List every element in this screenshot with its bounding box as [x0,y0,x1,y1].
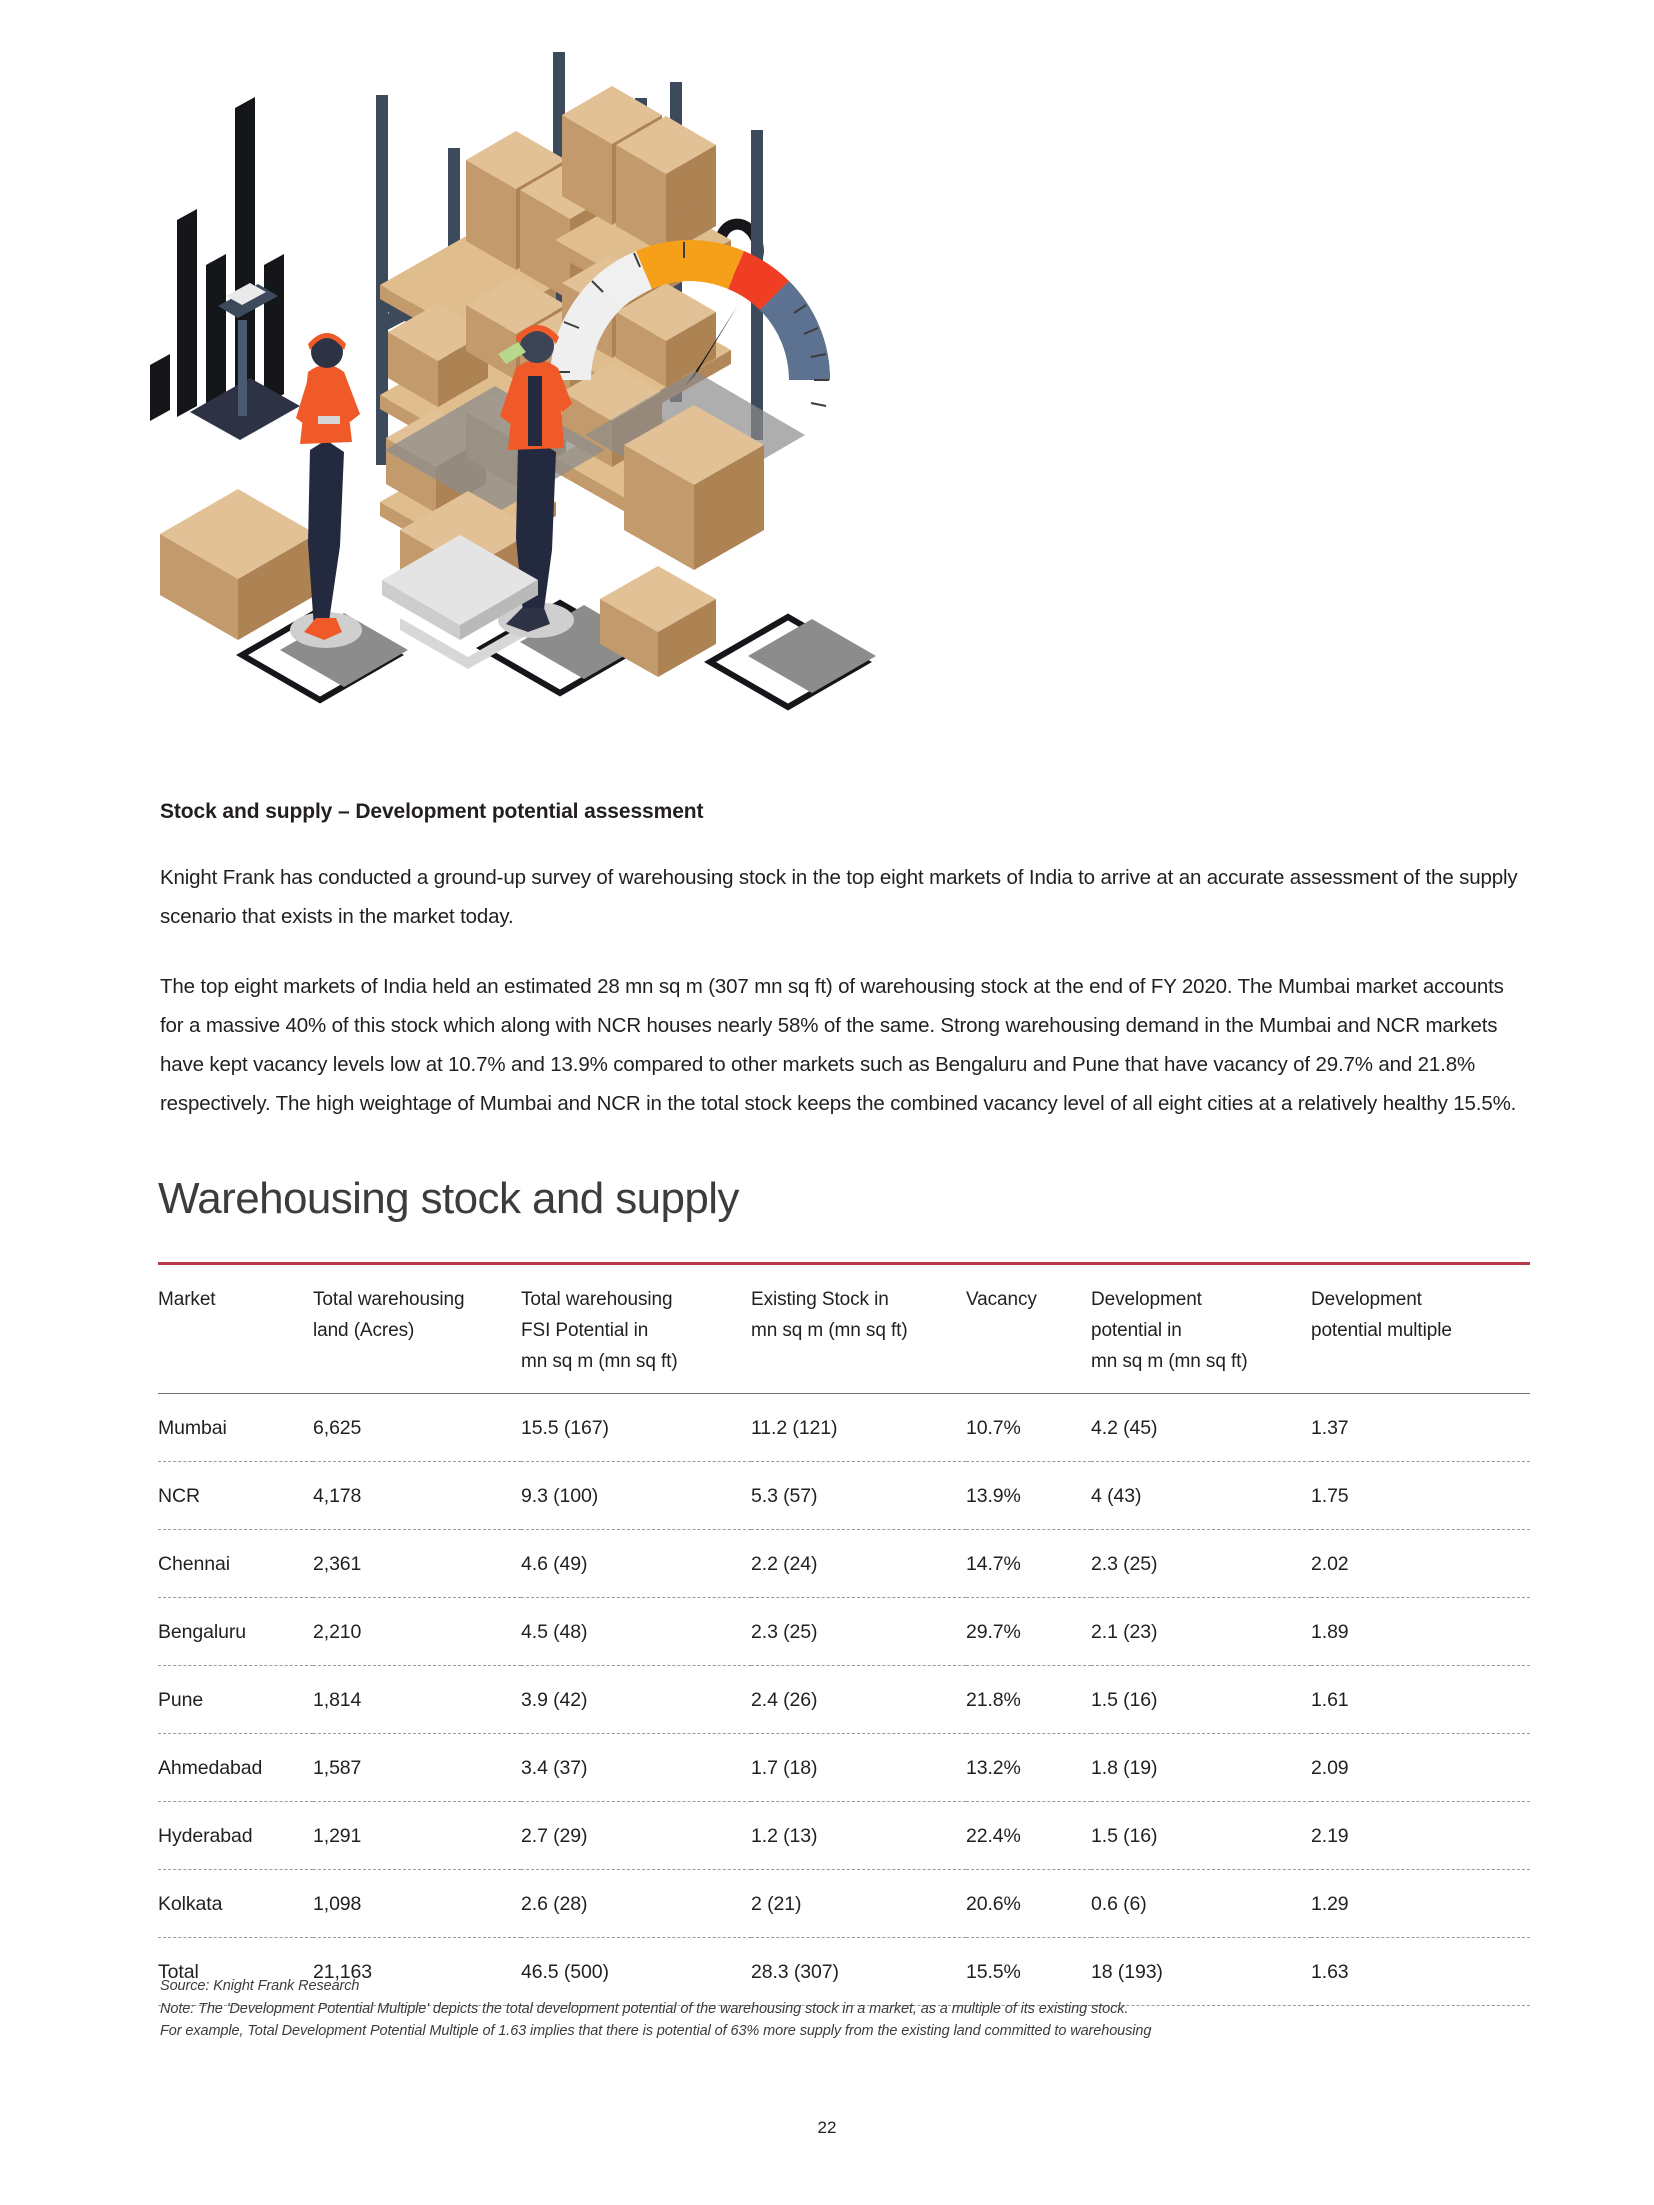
cell-fsi: 46.5 (500) [521,1938,751,2006]
table-row [158,1462,1530,1530]
cell-market: Hyderabad [158,1802,313,1870]
cell-dev-multiple: 2.09 [1311,1734,1530,1802]
warehousing-table-container [158,1262,1530,2006]
cell-vacancy: 21.8% [966,1666,1091,1734]
table-row [158,1870,1530,1938]
cell-existing-stock: 2.3 (25) [751,1598,966,1666]
note-line-1: Note: The 'Development Potential Multiple' depicts the total development potential of the warehousing stock in a market, as a multiple of its existing stock. [160,2000,1129,2017]
cell-fsi: 15.5 (167) [521,1394,751,1462]
paragraph-2: The top eight markets of India held an estimated 28 mn sq m (307 mn sq ft) of warehousing stock at the end of FY 2020. The Mumbai market accounts for a massive 40% of this stock which along with NCR houses nearly 58% of the same. Strong warehousing demand in the Mumbai and NCR markets have kept vacancy levels low at 10.7% and 13.9% compared to other markets such as Bengaluru and Pune that have vacancy of 29.7% and 21.8% respectively. The high weightage of Mumbai and NCR in the total stock keeps the combined vacancy level of all eight cities at a relatively healthy 15.5%. [160,975,1517,1115]
cell-dev-multiple: 2.02 [1311,1530,1530,1598]
col-header-fsi-line3: mn sq m (mn sq ft) [521,1351,678,1372]
cell-land: 1,814 [313,1666,521,1734]
warehouse-isometric-illustration [130,20,1190,760]
page-number: 22 [817,2118,837,2137]
cell-dev-potential: 4 (43) [1091,1462,1311,1530]
cell-vacancy: 20.6% [966,1870,1091,1938]
col-header-fsi [521,1265,751,1394]
cell-land: 1,587 [313,1734,521,1802]
col-header-mult-line1: Development [1311,1289,1422,1310]
cell-vacancy: 22.4% [966,1802,1091,1870]
cell-vacancy: 13.2% [966,1734,1091,1802]
cell-market: Mumbai [158,1394,313,1462]
col-header-land [313,1265,521,1394]
cell-dev-potential: 0.6 (6) [1091,1870,1311,1938]
col-header-land-line1: Total warehousing [313,1289,465,1310]
col-header-land-line2: land (Acres) [313,1320,415,1341]
cell-market: Pune [158,1666,313,1734]
cell-fsi: 2.7 (29) [521,1802,751,1870]
cell-dev-multiple: 1.63 [1311,1938,1530,2006]
loose-box-left [160,489,316,640]
cell-land: 21,163 [313,1938,521,2006]
cell-fsi: 3.4 (37) [521,1734,751,1802]
source-line: Source: Knight Frank Research [160,1978,360,1994]
cell-existing-stock: 1.2 (13) [751,1802,966,1870]
cell-fsi: 9.3 (100) [521,1462,751,1530]
cell-land: 2,210 [313,1598,521,1666]
cell-existing-stock: 2 (21) [751,1870,966,1938]
cell-dev-potential: 4.2 (45) [1091,1394,1311,1462]
cell-vacancy: 15.5% [966,1938,1091,2006]
table-row [158,1666,1530,1734]
table-header-row [158,1265,1530,1394]
article-body [160,800,1530,1123]
cell-market: NCR [158,1462,313,1530]
table-row [158,1734,1530,1802]
col-header-mult-line2: potential multiple [1311,1320,1452,1341]
cell-fsi: 2.6 (28) [521,1870,751,1938]
cell-existing-stock: 2.4 (26) [751,1666,966,1734]
paragraph-1: Knight Frank has conducted a ground-up survey of warehousing stock in the top eight markets of India to arrive at an accurate assessment of the supply scenario that exists in the market today. [160,866,1518,928]
cell-land: 6,625 [313,1394,521,1462]
cell-market: Bengaluru [158,1598,313,1666]
col-header-stock-line2: mn sq m (mn sq ft) [751,1320,908,1341]
col-header-vacancy [966,1265,1091,1394]
cell-vacancy: 29.7% [966,1598,1091,1666]
col-header-market-line1: Market [158,1289,216,1310]
cell-market: Ahmedabad [158,1734,313,1802]
cell-dev-multiple: 1.37 [1311,1394,1530,1462]
col-header-vacancy-line1: Vacancy [966,1289,1037,1310]
col-header-market [158,1265,313,1394]
cell-vacancy: 14.7% [966,1530,1091,1598]
cell-existing-stock: 1.7 (18) [751,1734,966,1802]
cell-fsi: 4.6 (49) [521,1530,751,1598]
col-header-dev-line3: mn sq m (mn sq ft) [1091,1351,1248,1372]
page-title: Warehousing stock and supply [158,1174,739,1223]
col-header-existing-stock [751,1265,966,1394]
cell-dev-multiple: 2.19 [1311,1802,1530,1870]
cell-dev-multiple: 1.29 [1311,1870,1530,1938]
col-header-dev-potential [1091,1265,1311,1394]
table-row [158,1394,1530,1462]
table-body [158,1394,1530,2006]
cell-market: Kolkata [158,1870,313,1938]
cell-dev-potential: 1.5 (16) [1091,1666,1311,1734]
table-row [158,1598,1530,1666]
note-line-2: For example, Total Development Potential Multiple of 1.63 implies that there is potential of 63% more supply from the existing land committed to warehousing [160,2023,1152,2039]
col-header-dev-multiple [1311,1265,1530,1394]
cell-dev-multiple: 1.75 [1311,1462,1530,1530]
col-header-fsi-line1: Total warehousing [521,1289,673,1310]
cell-land: 1,098 [313,1870,521,1938]
cell-vacancy: 10.7% [966,1394,1091,1462]
cell-existing-stock: 2.2 (24) [751,1530,966,1598]
cell-fsi: 4.5 (48) [521,1598,751,1666]
cell-existing-stock: 28.3 (307) [751,1938,966,2006]
table-header [158,1265,1530,1394]
section-heading: Stock and supply – Development potential assessment [160,800,704,823]
cell-market: Chennai [158,1530,313,1598]
cell-dev-potential: 1.8 (19) [1091,1734,1311,1802]
cell-dev-potential: 18 (193) [1091,1938,1311,2006]
col-header-stock-line1: Existing Stock in [751,1289,889,1310]
cell-existing-stock: 5.3 (57) [751,1462,966,1530]
cell-land: 1,291 [313,1802,521,1870]
col-header-dev-line1: Development [1091,1289,1202,1310]
cell-dev-potential: 2.1 (23) [1091,1598,1311,1666]
cell-land: 4,178 [313,1462,521,1530]
table-footnotes [160,1975,1540,2043]
table-row [158,1802,1530,1870]
col-header-dev-line2: potential in [1091,1320,1182,1341]
col-header-fsi-line2: FSI Potential in [521,1320,649,1341]
cell-vacancy: 13.9% [966,1462,1091,1530]
cell-fsi: 3.9 (42) [521,1666,751,1734]
cell-dev-multiple: 1.89 [1311,1598,1530,1666]
cell-market: Total [158,1938,313,2006]
cell-existing-stock: 11.2 (121) [751,1394,966,1462]
cell-land: 2,361 [313,1530,521,1598]
cell-dev-multiple: 1.61 [1311,1666,1530,1734]
table-row [158,1530,1530,1598]
cell-dev-potential: 2.3 (25) [1091,1530,1311,1598]
cell-dev-potential: 1.5 (16) [1091,1802,1311,1870]
warehousing-stock-supply-table [158,1265,1530,2006]
bar-chart-silhouette [150,97,284,421]
